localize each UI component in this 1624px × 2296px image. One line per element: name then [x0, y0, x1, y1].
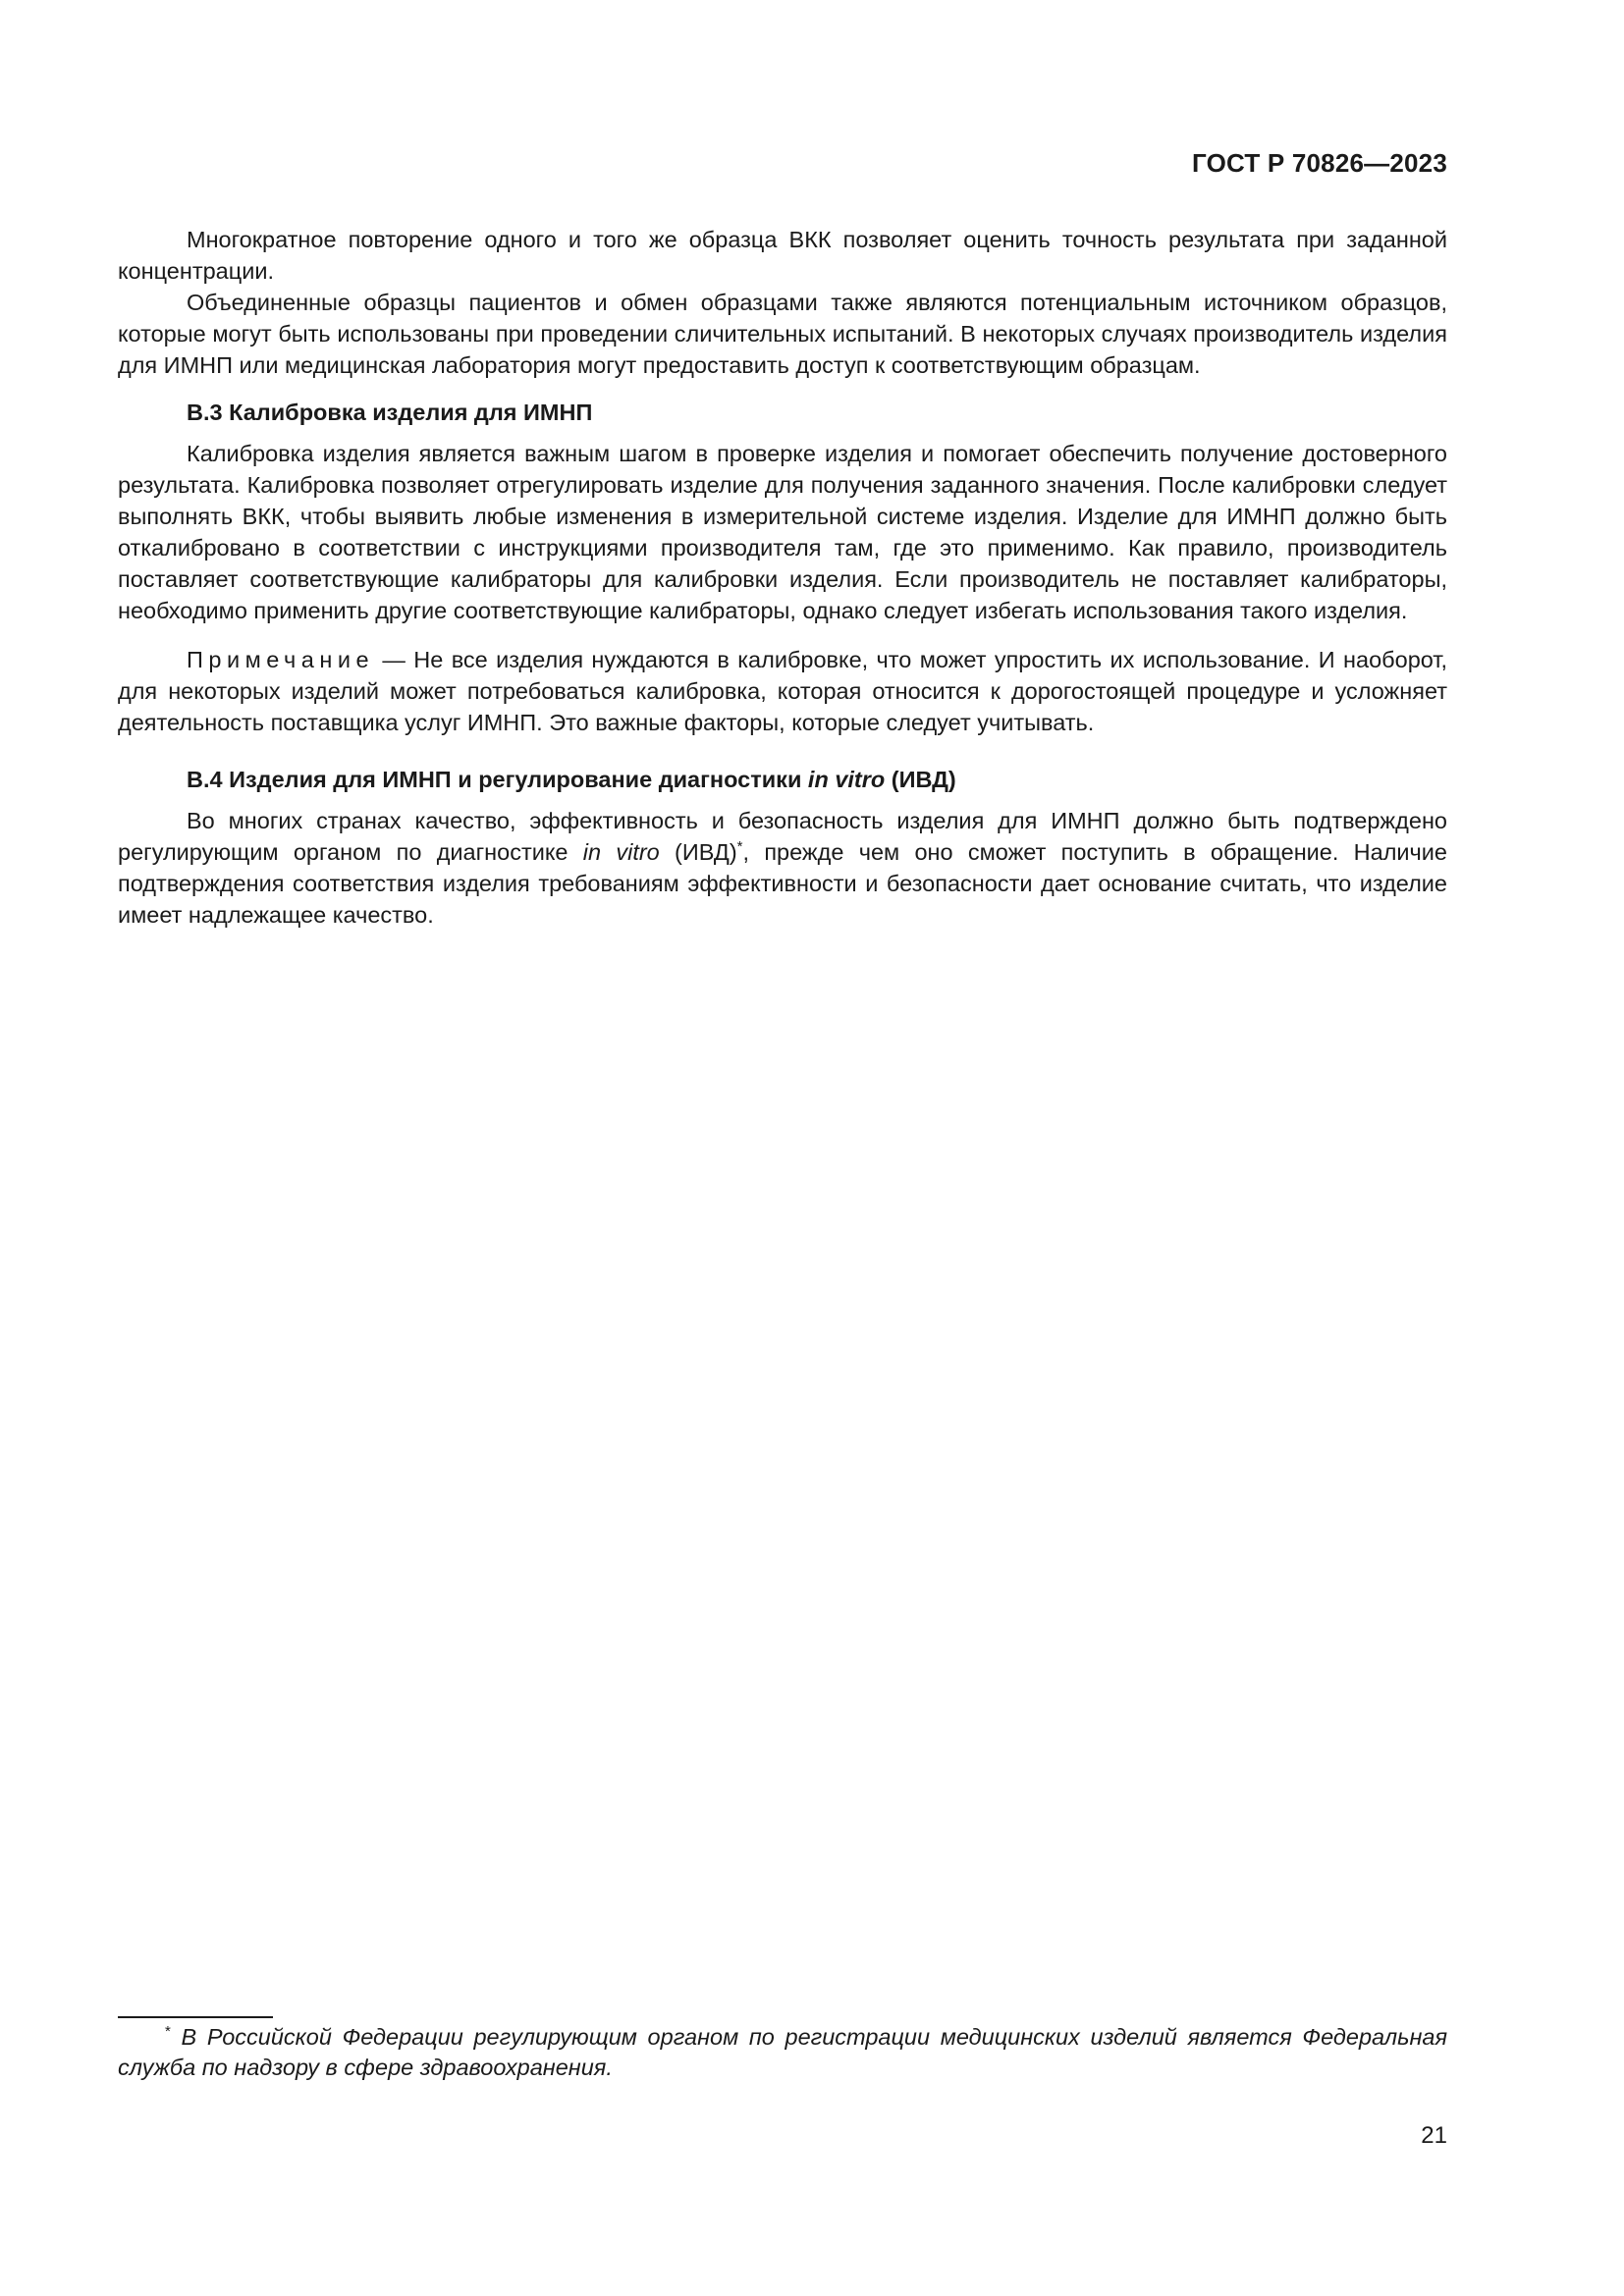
section-heading-b4: В.4 Изделия для ИМНП и регулирование диагностики in vitro (ИВД): [187, 767, 956, 792]
footnote-text: В Российской Федерации регулирующим органом по регистрации медицинских изделий является Федеральная служба по надзору в сфере здравоохранения.: [118, 2024, 1447, 2080]
paragraph-ivd-regulation: Во многих странах качество, эффективность и безопасность изделия для ИМНП должно быть подтверждено регулирующим органом по диагностике in vitro (ИВД)*, прежде чем оно сможет поступить в обращение. Наличие подтверждения соответствия изделия требованиям эффективности и безопасности дает основание считать, что изделие имеет надлежащее качество.: [118, 808, 1448, 928]
document-code: ГОСТ Р 70826—2023: [1192, 148, 1447, 178]
heading-italic-term: in vitro: [807, 767, 886, 792]
section-heading-b3: В.3 Калибровка изделия для ИМНП: [187, 400, 593, 425]
paragraph-repeatability: Многократное повторение одного и того же образца ВКК позволяет оценить точность результата при заданной концентрации.: [118, 227, 1447, 284]
note-label: Примечание: [187, 647, 375, 672]
note-dash: —: [374, 647, 414, 672]
note-paragraph: [118, 644, 1447, 738]
paragraph-pooled-samples: Объединенные образцы пациентов и обмен образцами также являются потенциальным источником образцов, которые могут быть использованы при проведении сличительных испытаний. В некоторых случаях производитель изделия для ИМНП или медицинская лаборатория могут предоставить доступ к соответствующим образцам.: [118, 290, 1447, 378]
footnote-separator: [118, 2016, 273, 2018]
italic-term: in vitro: [582, 839, 660, 865]
paragraph-calibration: Калибровка изделия является важным шагом в проверке изделия и помогает обеспечить получение достоверного результата. Калибровка позволяет отрегулировать изделие для получения заданного значения. После калибровки следует выполнять ВКК, чтобы выявить любые изменения в измерительной системе изделия. Изделие для ИМНП должно быть откалибровано в соответствии с инструкциями производителя там, где это применимо. Как правило, производитель поставляет соответствующие калибраторы для калибровки изделия. Если производитель не поставляет калибраторы, необходимо применить другие соответствующие калибраторы, однако следует избегать использования такого изделия.: [118, 441, 1447, 623]
footnote: [118, 2022, 1447, 2083]
footnote-reference[interactable]: *: [736, 838, 743, 856]
note-text: Не все изделия нуждаются в калибровке, что может упростить их использование. И наоборот, для некоторых изделий может потребоваться калибровка, которая относится к дорогостоящей процедуре и усложняет деятельность поставщика услуг ИМНП. Это важные факторы, которые следует учитывать.: [118, 647, 1447, 735]
page-content: [118, 224, 1447, 931]
footnote-marker: *: [165, 2023, 171, 2041]
page-number: 21: [1421, 2122, 1447, 2149]
